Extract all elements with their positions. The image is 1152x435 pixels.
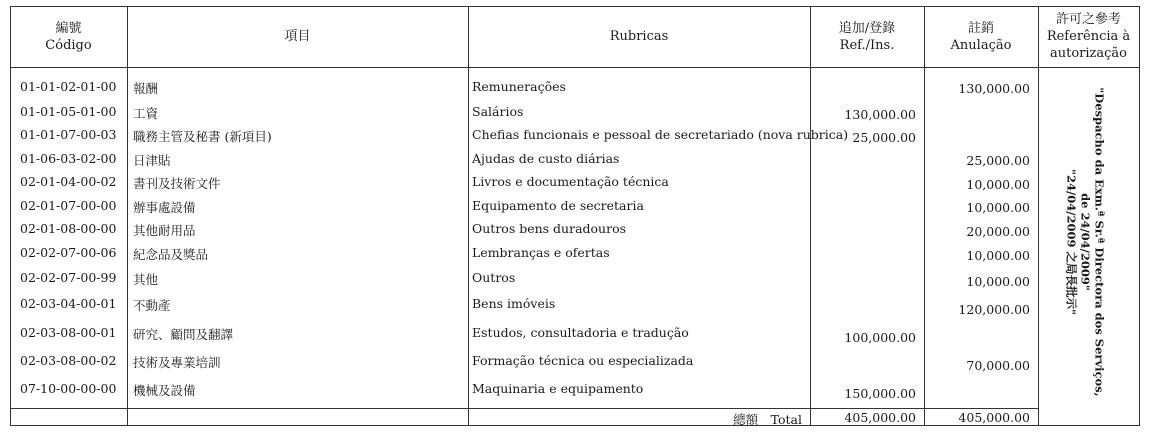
row-rubric: Remunerações (472, 79, 566, 94)
row-item: 職務主管及秘書 (新項目) (133, 129, 272, 144)
row-rubric: Ajudas de custo diárias (472, 151, 620, 166)
row-item: 其他耐用品 (133, 223, 196, 238)
row-code: 02-03-08-00-01 (20, 325, 117, 340)
row-item: 機械及設備 (133, 383, 196, 398)
row-rubric: Outros bens duradouros (472, 221, 627, 236)
row-item: 技術及專業培訓 (133, 355, 221, 370)
row-cancellation: 70,000.00 (966, 358, 1030, 373)
header-item: 項目 (284, 29, 311, 44)
row-code: 02-03-04-00-01 (20, 296, 117, 311)
row-cancellation: 10,000.00 (966, 177, 1030, 192)
total-addition: 405,000.00 (844, 410, 916, 425)
row-rubric: Estudos, consultadoria e tradução (472, 325, 689, 340)
column-divider (468, 6, 469, 426)
row-code: 02-01-07-00-00 (20, 198, 117, 213)
reference-line-3: "24/04/2009 之局長批示" (1065, 169, 1080, 315)
row-code: 07-10-00-00-00 (20, 381, 117, 396)
row-code: 01-01-07-00-03 (20, 127, 117, 142)
total-cancellation: 405,000.00 (958, 410, 1030, 425)
row-cancellation: 25,000.00 (966, 153, 1030, 168)
row-code: 01-01-02-01-00 (20, 79, 117, 94)
reference-line-2: de 24/04/2009" (1079, 193, 1094, 291)
row-code: 01-06-03-02-00 (20, 151, 117, 166)
reference-line-1: "Despacho da Exm.ª Sr.ª Directora dos Serviços, (1093, 87, 1108, 397)
total-label: 總額 Total (733, 412, 802, 427)
row-cancellation: 20,000.00 (966, 224, 1030, 239)
row-rubric: Salários (472, 104, 524, 119)
row-code: 02-01-04-00-02 (20, 174, 117, 189)
row-cancellation: 130,000.00 (958, 81, 1030, 96)
header-addition: 追加/登錄 Ref./Ins. (838, 20, 896, 53)
header-authorization: 許可之參考 Referência à autorização (1046, 12, 1131, 61)
column-divider (127, 6, 128, 426)
row-item: 紀念品及獎品 (133, 247, 209, 262)
column-divider (810, 6, 811, 426)
header-cancellation: 註銷 Anulação (950, 20, 1012, 53)
row-rubric: Outros (472, 270, 516, 285)
row-item: 工資 (133, 106, 159, 121)
row-rubric: Formação técnica ou especializada (472, 353, 694, 368)
authorization-reference (1032, 76, 1140, 408)
row-addition: 130,000.00 (844, 107, 916, 122)
header-code: 編號 Código (45, 20, 92, 53)
header-rubric: Rubricas (609, 29, 669, 44)
row-rubric: Bens imóveis (472, 296, 556, 311)
row-code: 02-01-08-00-00 (20, 221, 117, 236)
row-rubric: Livros e documentação técnica (472, 174, 669, 189)
row-item: 不動產 (133, 298, 171, 313)
row-code: 02-02-07-00-06 (20, 245, 117, 260)
row-rubric: Equipamento de secretaria (472, 198, 644, 213)
row-item: 日津貼 (133, 153, 171, 168)
budget-table (10, 6, 1140, 426)
row-cancellation: 120,000.00 (958, 302, 1030, 317)
row-addition: 100,000.00 (844, 330, 916, 345)
row-cancellation: 10,000.00 (966, 200, 1030, 215)
header-divider (10, 67, 1140, 68)
row-code: 02-02-07-00-99 (20, 270, 117, 285)
row-addition: 150,000.00 (844, 386, 916, 401)
row-cancellation: 10,000.00 (966, 248, 1030, 263)
row-code: 01-01-05-01-00 (20, 104, 117, 119)
row-cancellation: 10,000.00 (966, 274, 1030, 289)
row-item: 辦事處設備 (133, 200, 196, 215)
row-rubric: Lembranças e ofertas (472, 245, 610, 260)
row-code: 02-03-08-00-02 (20, 353, 117, 368)
table-border (10, 6, 11, 426)
row-item: 研究、顧問及翻譯 (133, 327, 234, 342)
row-addition: 25,000.00 (852, 130, 916, 145)
row-item: 其他 (133, 272, 159, 287)
total-divider (10, 408, 1038, 409)
row-rubric: Maquinaria e equipamento (472, 381, 644, 396)
row-item: 書刊及技術文件 (133, 176, 221, 191)
row-rubric: Chefias funcionais e pessoal de secretariado (nova rubrica) (472, 127, 849, 142)
row-item: 報酬 (133, 81, 159, 96)
